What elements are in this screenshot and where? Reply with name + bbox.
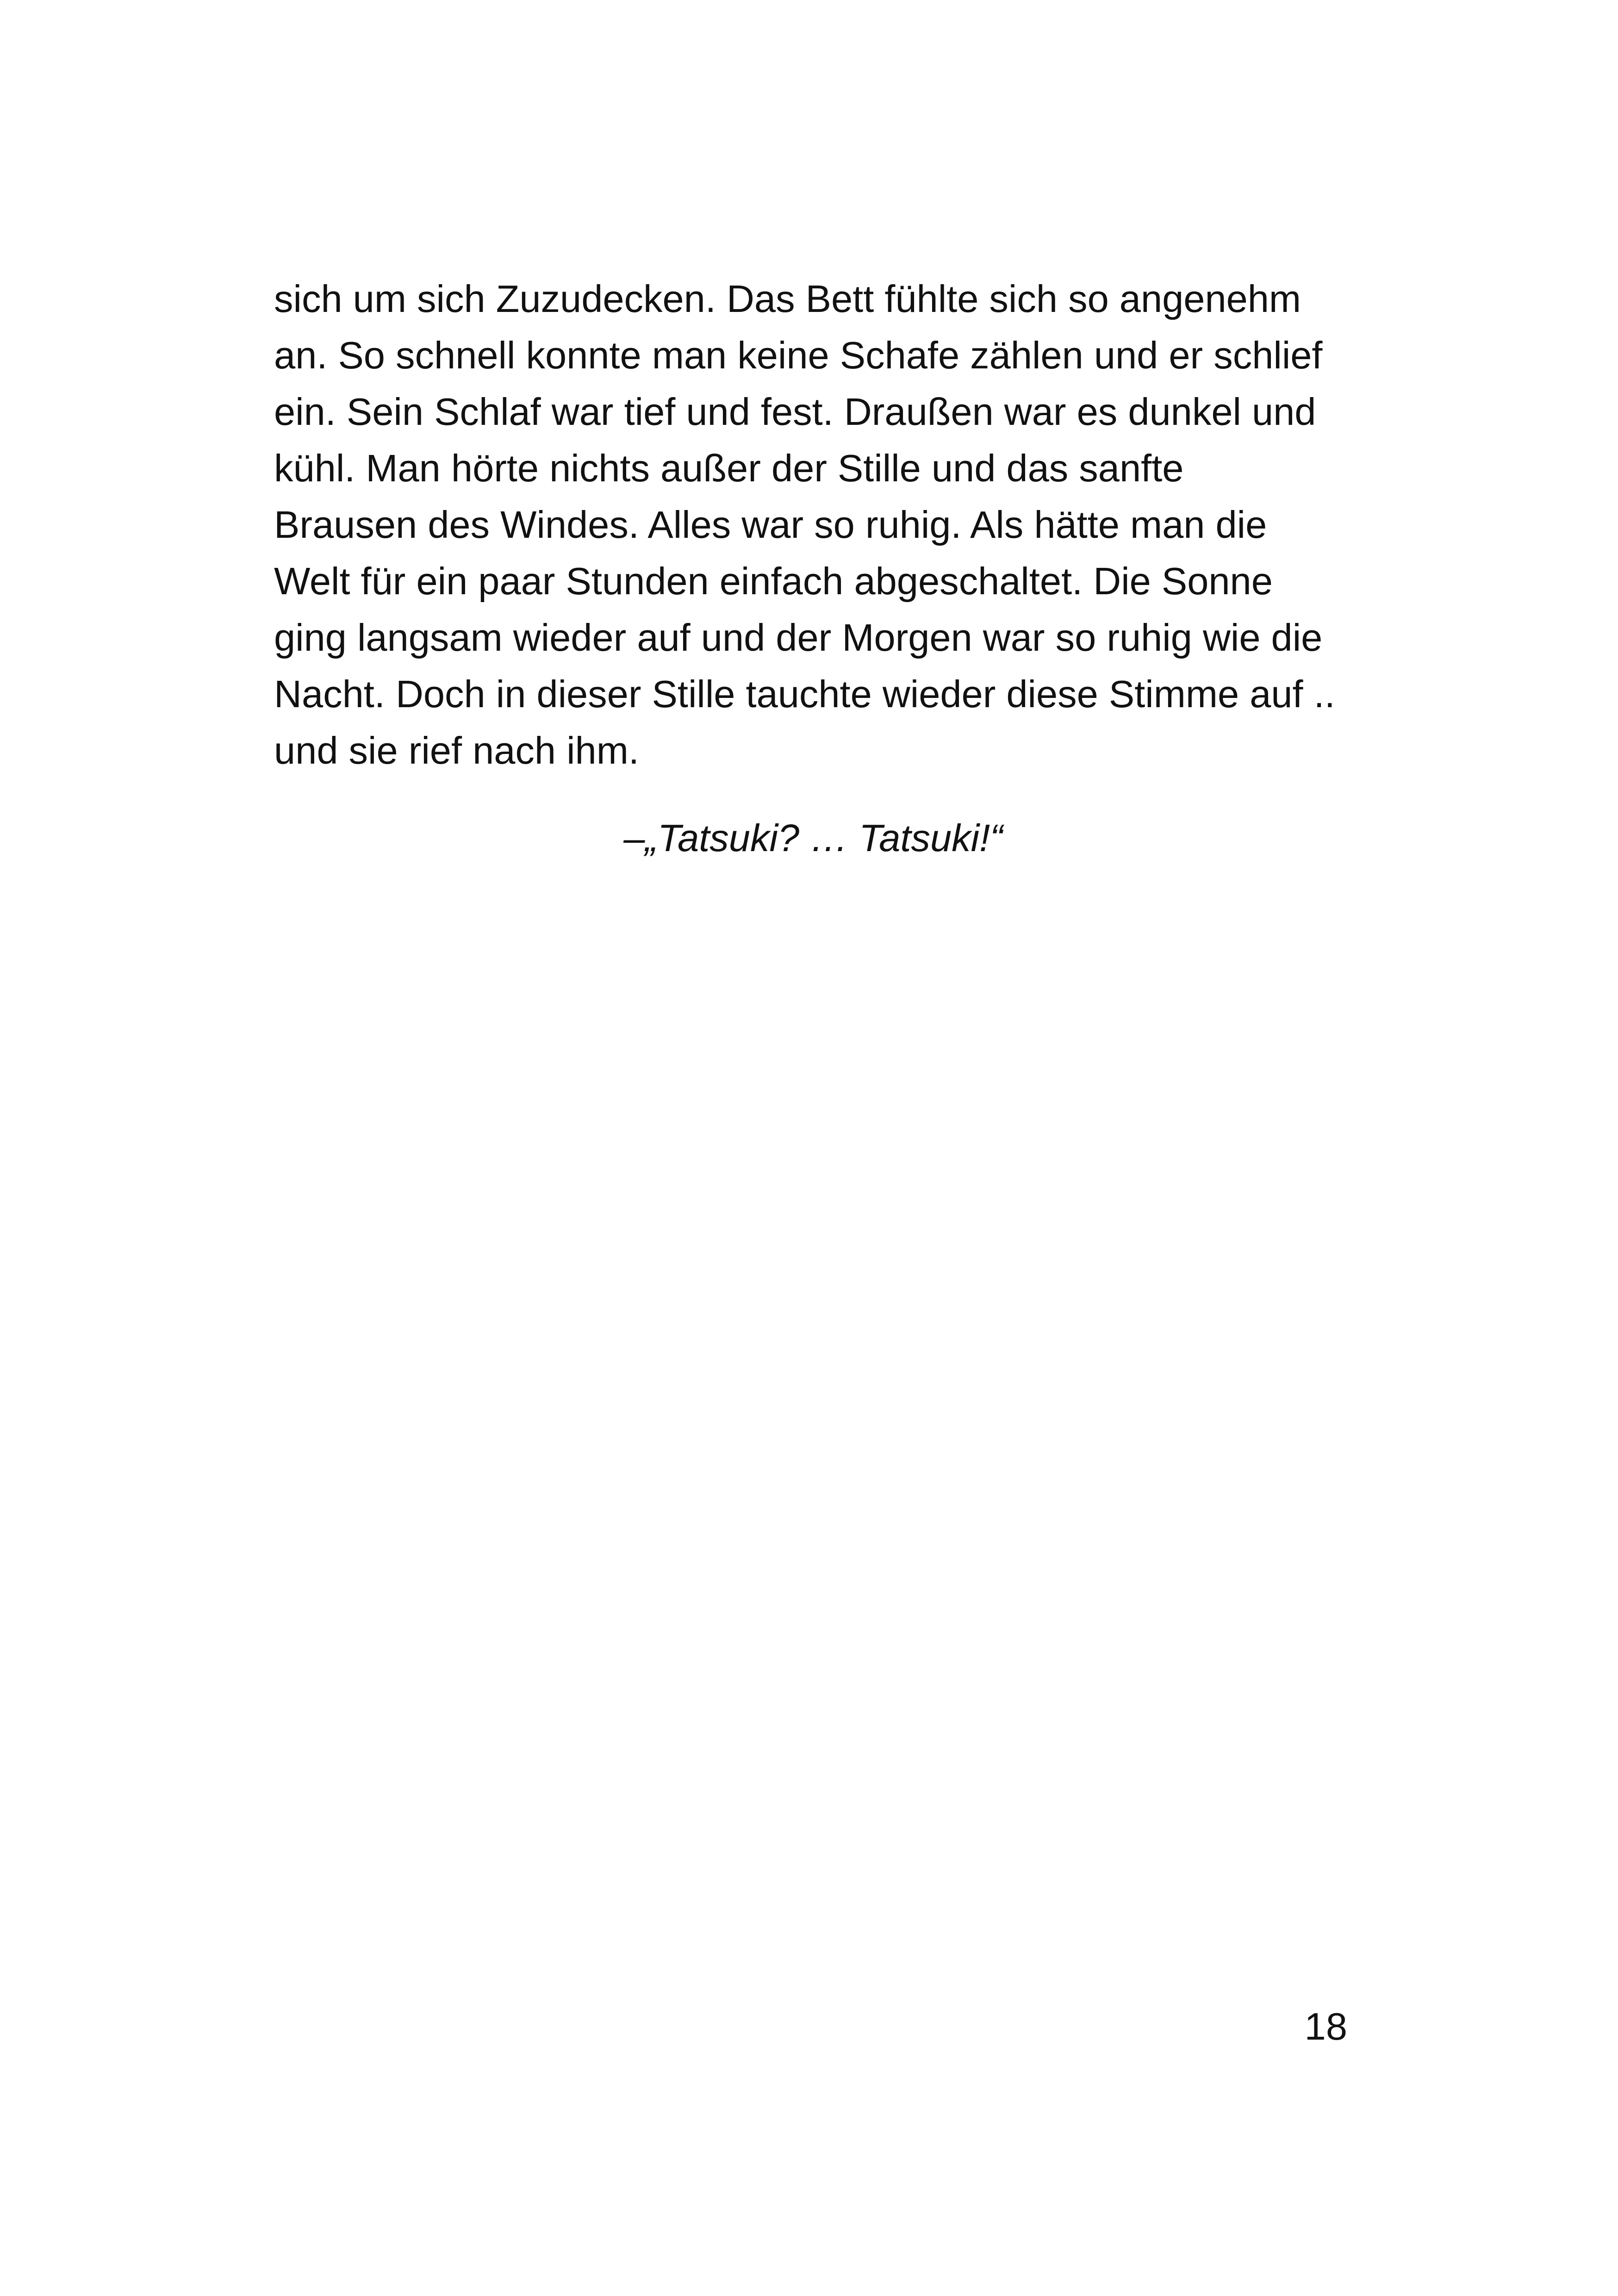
text-line: Brausen des Windes. Alles war so ruhig. Als hätte man die (274, 503, 1267, 546)
text-line: Welt für ein paar Stunden einfach abgeschaltet. Die Sonne (274, 560, 1273, 603)
text-line: ein. Sein Schlaf war tief und fest. Draußen war es dunkel und (274, 390, 1316, 433)
text-line: kühl. Man hörte nichts außer der Stille und das sanfte (274, 447, 1184, 490)
text-line: an. So schnell konnte man keine Schafe zählen und er schlief (274, 334, 1323, 377)
body-paragraph (274, 271, 1352, 779)
dialogue-quote: –„Tatsuki? … Tatsuki!“ (623, 816, 1003, 859)
text-line: und sie rief nach ihm. (274, 729, 639, 772)
page-number: 18 (1304, 2005, 1347, 2048)
text-line: Nacht. Doch in dieser Stille tauchte wieder diese Stimme auf .. (274, 672, 1335, 716)
text-line: sich um sich Zuzudecken. Das Bett fühlte sich so angenehm (274, 277, 1301, 320)
text-line: ging langsam wieder auf und der Morgen war so ruhig wie die (274, 616, 1323, 659)
